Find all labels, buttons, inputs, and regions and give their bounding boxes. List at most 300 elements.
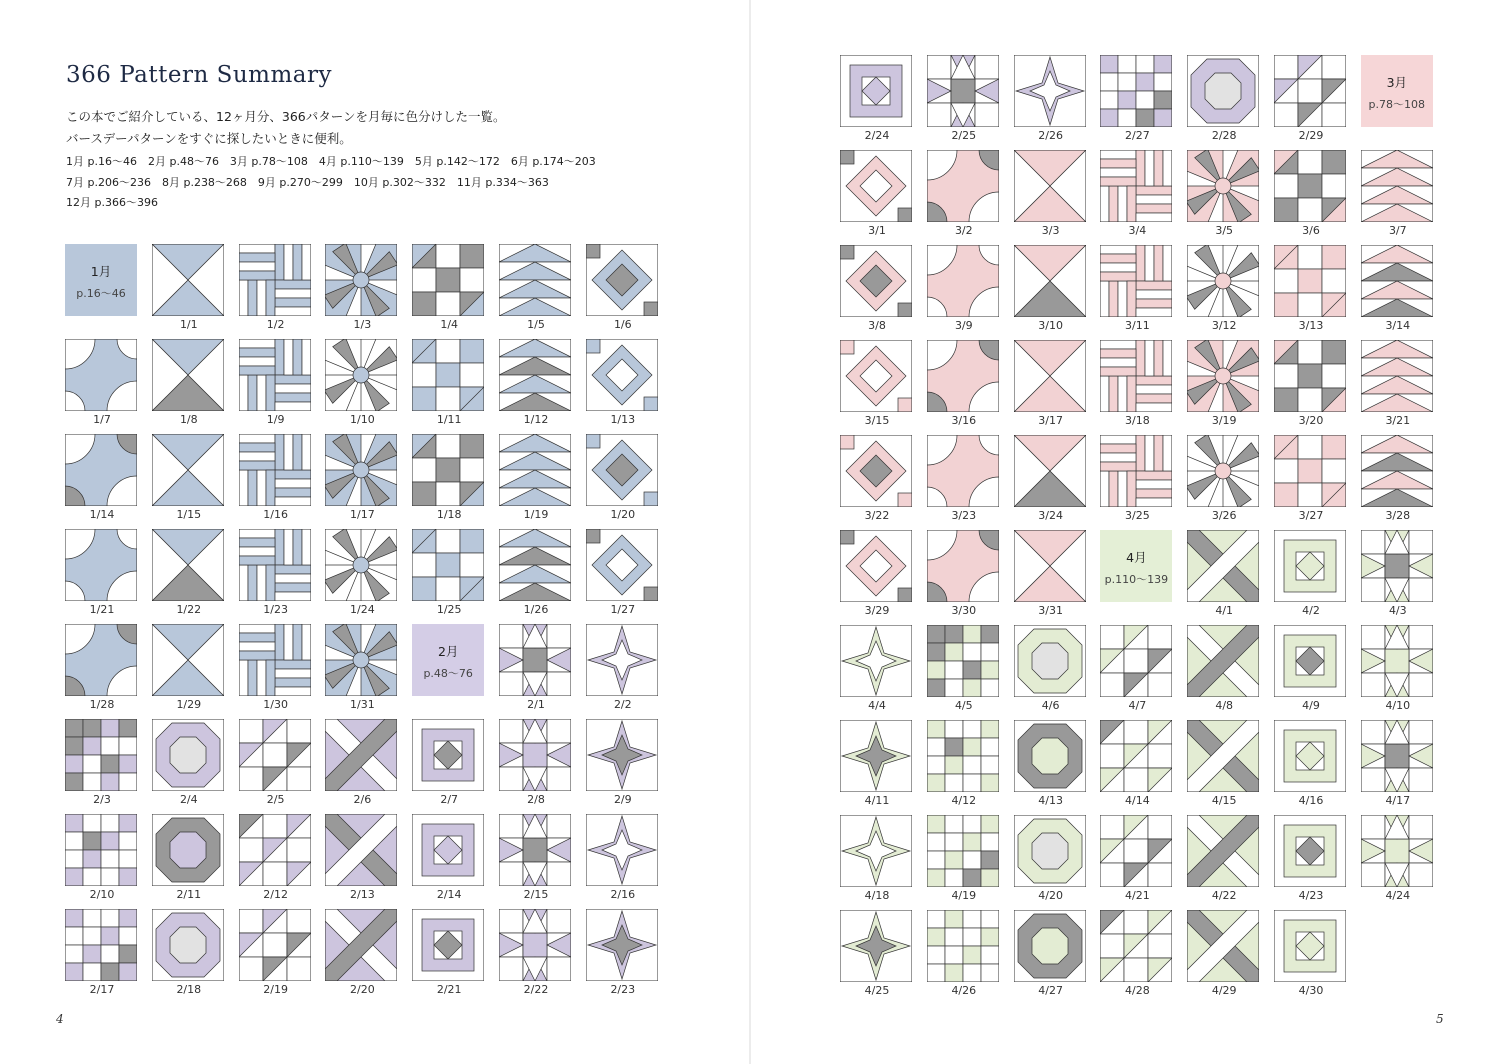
pattern-tile [239, 339, 313, 426]
pattern-tile [1100, 815, 1174, 902]
quilt-block-pattern [1014, 150, 1086, 222]
pattern-tile [325, 624, 399, 711]
page-title: 366 Pattern Summary [66, 62, 332, 88]
pattern-date-label: 1/16 [263, 508, 288, 521]
pattern-date-label: 1/31 [350, 698, 375, 711]
pattern-date-label: 1/30 [263, 698, 288, 711]
pattern-tile [499, 434, 573, 521]
quilt-block-pattern [65, 909, 137, 981]
pattern-tile [239, 814, 313, 901]
pattern-tile [840, 150, 914, 237]
month-page-range: p.48〜76 [423, 667, 473, 680]
pattern-date-label: 3/7 [1388, 224, 1407, 237]
pattern-date-label: 1/1 [179, 318, 198, 331]
pattern-date-label: 1/6 [613, 318, 632, 331]
pattern-date-label: 4/26 [951, 984, 977, 997]
pattern-tile [65, 909, 139, 996]
quilt-block-pattern [412, 244, 484, 316]
pattern-date-label: 1/19 [523, 508, 549, 521]
pattern-tile [1187, 150, 1261, 237]
pattern-tile [239, 719, 313, 806]
quilt-block-pattern [586, 624, 658, 696]
quilt-block-pattern [840, 815, 912, 887]
quilt-block-pattern [1361, 435, 1433, 507]
quilt-block-pattern [239, 529, 311, 601]
pattern-date-label: 2/11 [176, 888, 202, 901]
pattern-tile [840, 530, 914, 617]
quilt-block-pattern [1100, 150, 1172, 222]
pattern-tile [65, 339, 139, 426]
pattern-date-label: 1/24 [350, 603, 375, 616]
pattern-date-label: 3/2 [954, 224, 973, 237]
pattern-tile [1014, 530, 1088, 617]
pattern-date-label: 1/9 [266, 413, 285, 426]
pattern-tile [927, 815, 1001, 902]
month-name: 4月 [1126, 550, 1147, 565]
month-name: 3月 [1386, 75, 1408, 90]
pattern-tile [499, 624, 573, 711]
quilt-block-pattern [239, 244, 311, 316]
pattern-tile [927, 530, 1001, 617]
pattern-date-label: 1/15 [176, 508, 202, 521]
pattern-date-label: 4/8 [1215, 699, 1234, 712]
quilt-block-pattern [152, 244, 224, 316]
pattern-date-label: 1/17 [350, 508, 375, 521]
month-page-range: p.16〜46 [76, 287, 126, 300]
pattern-date-label: 4/18 [864, 889, 890, 902]
pattern-date-label: 3/14 [1385, 319, 1411, 332]
pattern-tile [840, 910, 914, 997]
pattern-date-label: 2/19 [263, 983, 288, 996]
pattern-tile [1274, 530, 1348, 617]
pattern-date-label: 1/20 [610, 508, 636, 521]
pattern-tile [1187, 720, 1261, 807]
intro-text [66, 106, 506, 150]
quilt-block-pattern [927, 530, 999, 602]
quilt-block-pattern [1014, 625, 1086, 697]
pattern-date-label: 1/23 [263, 603, 288, 616]
pattern-date-label: 4/24 [1385, 889, 1411, 902]
pattern-tile [1100, 55, 1174, 142]
pattern-date-label: 2/28 [1211, 129, 1237, 142]
quilt-block-pattern [325, 339, 397, 411]
pattern-date-label: 3/3 [1041, 224, 1060, 237]
quilt-block-pattern [1187, 530, 1259, 602]
pattern-tile [65, 719, 139, 806]
pattern-tile [1100, 435, 1174, 522]
quilt-block-pattern [1187, 910, 1259, 982]
right-page [750, 0, 1500, 1064]
quilt-block-pattern [1274, 910, 1346, 982]
month-name: 2月 [437, 644, 459, 659]
pattern-date-label: 2/1 [527, 698, 545, 711]
quilt-block-pattern [1014, 245, 1086, 317]
pattern-date-label: 2/26 [1038, 129, 1063, 142]
pattern-tile [1361, 340, 1435, 427]
pattern-tile [1361, 150, 1435, 237]
pattern-date-label: 2/3 [93, 793, 111, 806]
pattern-tile [65, 529, 139, 616]
pattern-date-label: 1/18 [436, 508, 462, 521]
pattern-date-label: 4/13 [1038, 794, 1063, 807]
pattern-date-label: 3/1 [868, 224, 886, 237]
month-page-range: p.78〜108 [1368, 98, 1426, 111]
page-number-right: 5 [1436, 1012, 1444, 1026]
pattern-tile [1361, 720, 1435, 807]
quilt-block-pattern [1100, 625, 1172, 697]
pattern-tile [586, 244, 660, 331]
quilt-block-pattern [1014, 55, 1086, 127]
pattern-date-label: 3/22 [864, 509, 890, 522]
month-page-range: p.110〜139 [1104, 573, 1169, 586]
quilt-block-pattern [1274, 815, 1346, 887]
quilt-block-pattern [1187, 625, 1259, 697]
quilt-block-pattern [586, 434, 658, 506]
pattern-date-label: 2/9 [613, 793, 632, 806]
pattern-date-label: 3/23 [951, 509, 977, 522]
quilt-block-pattern [1187, 55, 1259, 127]
quilt-block-pattern [1361, 815, 1433, 887]
pattern-tile [499, 814, 573, 901]
quilt-block-pattern [927, 910, 999, 982]
pattern-tile [239, 909, 313, 996]
pattern-date-label: 3/9 [954, 319, 973, 332]
pattern-tile [325, 434, 399, 521]
quilt-block-pattern [412, 434, 484, 506]
quilt-block-pattern [499, 909, 571, 981]
quilt-block-pattern [65, 339, 137, 411]
quilt-block-pattern [65, 434, 137, 506]
pattern-tile [1361, 435, 1435, 522]
pattern-tile [840, 720, 914, 807]
pattern-date-label: 2/15 [523, 888, 549, 901]
quilt-block-pattern [1187, 435, 1259, 507]
pattern-date-label: 4/3 [1388, 604, 1407, 617]
pattern-tile [1274, 720, 1348, 807]
pattern-date-label: 4/19 [951, 889, 977, 902]
pattern-date-label: 1/27 [610, 603, 636, 616]
pattern-date-label: 2/22 [523, 983, 549, 996]
pattern-date-label: 4/25 [864, 984, 890, 997]
quilt-block-pattern [1361, 530, 1433, 602]
quilt-block-pattern [325, 624, 397, 696]
quilt-block-pattern [499, 244, 571, 316]
pattern-tile [325, 719, 399, 806]
pattern-date-label: 1/10 [350, 413, 375, 426]
pattern-date-label: 1/22 [176, 603, 202, 616]
quilt-block-pattern [1014, 435, 1086, 507]
pattern-tile [1100, 625, 1174, 712]
quilt-block-pattern [499, 814, 571, 886]
pattern-date-label: 1/14 [89, 508, 115, 521]
pattern-date-label: 2/13 [350, 888, 375, 901]
pattern-date-label: 2/4 [179, 793, 198, 806]
month-header-feb [412, 624, 484, 696]
pattern-tile [239, 529, 313, 616]
pattern-tile [325, 814, 399, 901]
pattern-date-label: 2/5 [266, 793, 285, 806]
pattern-date-label: 4/20 [1038, 889, 1063, 902]
quilt-block-pattern [152, 529, 224, 601]
quilt-block-pattern [927, 625, 999, 697]
pattern-date-label: 4/4 [868, 699, 886, 712]
pattern-date-label: 4/22 [1211, 889, 1237, 902]
quilt-block-pattern [1100, 815, 1172, 887]
quilt-block-pattern [325, 909, 397, 981]
pattern-tile [325, 909, 399, 996]
pattern-date-label: 1/21 [89, 603, 115, 616]
pattern-date-label: 1/3 [353, 318, 372, 331]
quilt-block-pattern [412, 814, 484, 886]
pattern-tile [586, 624, 660, 711]
pattern-tile [1274, 150, 1348, 237]
quilt-block-pattern [927, 340, 999, 412]
quilt-block-pattern [239, 909, 311, 981]
pattern-date-label: 2/29 [1298, 129, 1324, 142]
pattern-tile [412, 244, 486, 331]
pattern-tile [1187, 55, 1261, 142]
quilt-block-pattern [325, 719, 397, 791]
pattern-tile [1361, 815, 1435, 902]
quilt-block-pattern [1014, 340, 1086, 412]
pattern-tile [1361, 245, 1435, 332]
pattern-tile [499, 339, 573, 426]
quilt-block-pattern [1274, 150, 1346, 222]
pattern-tile [65, 624, 139, 711]
pattern-tile [586, 814, 660, 901]
pattern-tile [499, 244, 573, 331]
pattern-tile [1014, 245, 1088, 332]
pattern-tile [152, 244, 226, 331]
pattern-tile [927, 340, 1001, 427]
pattern-date-label: 4/23 [1298, 889, 1324, 902]
pattern-tile [152, 434, 226, 521]
pattern-date-label: 4/21 [1125, 889, 1150, 902]
quilt-block-pattern [1361, 150, 1433, 222]
pattern-tile [927, 435, 1001, 522]
pattern-tile [586, 719, 660, 806]
pattern-tile [1100, 910, 1174, 997]
pattern-date-label: 1/4 [440, 318, 459, 331]
quilt-block-pattern [1014, 815, 1086, 887]
pattern-date-label: 1/29 [176, 698, 202, 711]
pattern-date-label: 3/20 [1298, 414, 1324, 427]
pattern-tile [325, 244, 399, 331]
quilt-block-pattern [927, 815, 999, 887]
quilt-block-pattern [152, 434, 224, 506]
pattern-tile [1361, 530, 1435, 617]
pattern-tile [65, 434, 139, 521]
pattern-date-label: 4/29 [1211, 984, 1237, 997]
quilt-block-pattern [927, 720, 999, 792]
pattern-date-label: 1/13 [610, 413, 636, 426]
pattern-tile [152, 624, 226, 711]
pattern-date-label: 2/10 [89, 888, 115, 901]
pattern-date-label: 2/12 [263, 888, 288, 901]
quilt-block-pattern [1361, 245, 1433, 317]
pattern-date-label: 3/31 [1038, 604, 1063, 617]
pattern-tile [239, 624, 313, 711]
quilt-block-pattern [152, 719, 224, 791]
quilt-block-pattern [412, 719, 484, 791]
pattern-date-label: 3/25 [1125, 509, 1150, 522]
pattern-tile [412, 339, 486, 426]
quilt-block-pattern [152, 624, 224, 696]
pattern-tile [325, 529, 399, 616]
quilt-block-pattern [927, 435, 999, 507]
pattern-date-label: 1/11 [436, 413, 462, 426]
pattern-date-label: 1/25 [436, 603, 462, 616]
intro-line: バースデーパターンをすぐに探したいときに便利。 [66, 131, 352, 146]
pattern-date-label: 2/8 [527, 793, 545, 806]
pattern-tile [1361, 625, 1435, 712]
pattern-date-label: 4/15 [1211, 794, 1237, 807]
pattern-tile [412, 814, 486, 901]
month-name: 1月 [90, 264, 112, 279]
quilt-block-pattern [1187, 245, 1259, 317]
pattern-tile [1100, 150, 1174, 237]
page-number-left: 4 [56, 1012, 64, 1026]
quilt-block-pattern [412, 529, 484, 601]
pattern-tile [499, 909, 573, 996]
quilt-block-pattern [840, 55, 912, 127]
pattern-tile [239, 434, 313, 521]
quilt-block-pattern [1100, 55, 1172, 127]
pattern-date-label: 4/14 [1125, 794, 1150, 807]
quilt-block-pattern [499, 434, 571, 506]
quilt-block-pattern [1100, 720, 1172, 792]
pattern-date-label: 2/27 [1125, 129, 1150, 142]
quilt-block-pattern [1274, 435, 1346, 507]
quilt-block-pattern [840, 720, 912, 792]
pattern-tile [412, 434, 486, 521]
pattern-tile [1014, 815, 1088, 902]
quilt-block-pattern [1100, 340, 1172, 412]
quilt-block-pattern [239, 434, 311, 506]
pattern-tile [927, 720, 1001, 807]
quilt-block-pattern [1361, 625, 1433, 697]
pattern-tile [1100, 245, 1174, 332]
quilt-block-pattern [840, 340, 912, 412]
pattern-date-label: 1/5 [527, 318, 545, 331]
month-header-apr [1100, 530, 1172, 602]
pattern-date-label: 4/27 [1038, 984, 1063, 997]
pattern-tile [1274, 910, 1348, 997]
quilt-block-pattern [1361, 720, 1433, 792]
pattern-tile [499, 529, 573, 616]
pattern-tile [1014, 625, 1088, 712]
pattern-tile [1274, 245, 1348, 332]
pattern-date-label: 2/6 [353, 793, 372, 806]
quilt-block-pattern [586, 529, 658, 601]
quilt-block-pattern [1187, 150, 1259, 222]
pattern-date-label: 2/18 [176, 983, 202, 996]
pattern-tile [927, 55, 1001, 142]
pattern-tile [586, 909, 660, 996]
pattern-date-label: 4/1 [1215, 604, 1234, 617]
pattern-date-label: 2/23 [610, 983, 636, 996]
pattern-date-label: 3/13 [1298, 319, 1324, 332]
quilt-block-pattern [840, 625, 912, 697]
quilt-block-pattern [1014, 720, 1086, 792]
quilt-block-pattern [65, 529, 137, 601]
pattern-date-label: 2/14 [436, 888, 462, 901]
quilt-block-pattern [412, 909, 484, 981]
pattern-date-label: 1/28 [89, 698, 115, 711]
pattern-date-label: 4/6 [1041, 699, 1060, 712]
pattern-tile [1187, 435, 1261, 522]
quilt-block-pattern [412, 339, 484, 411]
pattern-tile [927, 910, 1001, 997]
pattern-date-label: 1/26 [523, 603, 549, 616]
quilt-block-pattern [1274, 340, 1346, 412]
pattern-tile [65, 814, 139, 901]
pattern-tile [927, 625, 1001, 712]
pattern-tile [152, 719, 226, 806]
pattern-tile [412, 719, 486, 806]
pattern-date-label: 1/8 [179, 413, 198, 426]
quilt-block-pattern [1361, 340, 1433, 412]
pattern-date-label: 3/28 [1385, 509, 1411, 522]
pattern-date-label: 2/25 [951, 129, 977, 142]
intro-line: この本でご紹介している、12ヶ月分、366パターンを月毎に色分けした一覧。 [66, 109, 506, 124]
quilt-block-pattern [1100, 435, 1172, 507]
quilt-block-pattern [1274, 245, 1346, 317]
pattern-date-label: 3/18 [1125, 414, 1150, 427]
pattern-tile [840, 55, 914, 142]
pattern-tile [152, 529, 226, 616]
pattern-tile [586, 434, 660, 521]
pattern-date-label: 2/7 [440, 793, 459, 806]
quilt-block-pattern [65, 624, 137, 696]
pattern-tile [1100, 720, 1174, 807]
quilt-block-pattern [586, 909, 658, 981]
pattern-tile [927, 245, 1001, 332]
quilt-block-pattern [586, 339, 658, 411]
pattern-date-label: 4/5 [954, 699, 973, 712]
pattern-tile [1274, 815, 1348, 902]
pattern-tile [927, 150, 1001, 237]
quilt-block-pattern [152, 339, 224, 411]
pattern-date-label: 2/16 [610, 888, 636, 901]
pattern-tile [1187, 340, 1261, 427]
pattern-date-label: 3/11 [1125, 319, 1150, 332]
quilt-block-pattern [65, 719, 137, 791]
quilt-block-pattern [1274, 530, 1346, 602]
quilt-block-pattern [1274, 55, 1346, 127]
pattern-date-label: 1/12 [523, 413, 549, 426]
quilt-block-pattern [499, 719, 571, 791]
month-header-mar [1361, 55, 1433, 127]
pattern-tile [840, 340, 914, 427]
month-header-jan [65, 244, 137, 316]
pattern-tile [840, 435, 914, 522]
pattern-tile [1274, 55, 1348, 142]
quilt-block-pattern [152, 909, 224, 981]
pattern-tile [1187, 530, 1261, 617]
quilt-block-pattern [1187, 340, 1259, 412]
toc-line: 1月 p.16〜46 2月 p.48〜76 3月 p.78〜108 4月 p.110〜139 5月 p.142〜172 6月 p.174〜203 [66, 155, 596, 168]
pattern-tile [1274, 340, 1348, 427]
pattern-date-label: 4/2 [1302, 604, 1320, 617]
quilt-block-pattern [586, 719, 658, 791]
quilt-block-pattern [840, 910, 912, 982]
pattern-tile [586, 529, 660, 616]
quilt-block-pattern [325, 814, 397, 886]
quilt-block-pattern [586, 814, 658, 886]
pattern-date-label: 4/30 [1298, 984, 1324, 997]
pattern-date-label: 4/16 [1298, 794, 1324, 807]
